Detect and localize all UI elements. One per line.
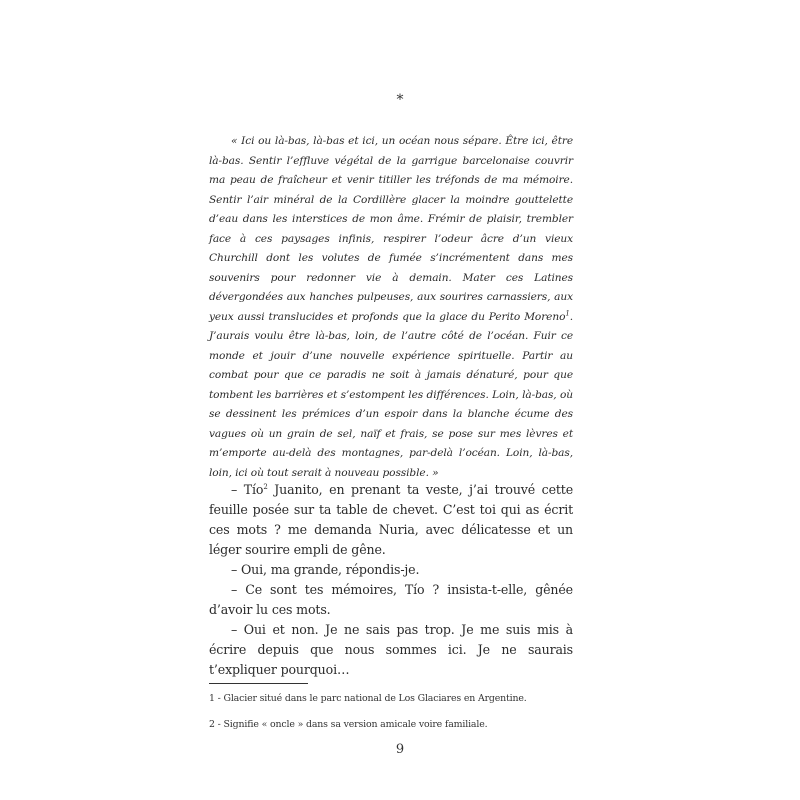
section-separator: * [396,92,404,108]
italic-quote-paragraph [209,132,573,483]
quote-text-part-2: . J’aurais voulu être là-bas, loin, de l’autre côté de l’océan. Fuir ce monde et jouir d’une nouvelle expérience spirituelle. Partir au combat pour que ce paradis ne soit à jamais dénaturé, pour que tombent les barrières et s’estompent les différences. Loin, là-bas, où se dessinent les prémices d’un espoir dans la blanche écume des vagues où un grain de sel, naïf et frais, se pose sur mes lèvres et m’emporte au-delà des montagnes, par-delà l’océan. Loin, là-bas, loin, ici où tout serait à nouveau possible. » [209,310,573,479]
dialogue-line-3: – Ce sont tes mémoires, Tío ? insista-t-elle, gênée d’avoir lu ces mots. [209,582,573,617]
footnote-marker-1: 1 [565,308,570,317]
dialogue-line-4: – Oui et non. Je ne sais pas trop. Je me suis mis à écrire depuis que nous sommes ici. Je ne saurais t’expliquer pourquoi… [209,622,573,677]
footnotes [209,688,589,736]
page-number: 9 [395,742,405,757]
quote-text-part-1: « Ici ou là-bas, là-bas et ici, un océan nous sépare. Être ici, être là-bas. Sentir l’effluve végétal de la garrigue barcelonaise couvrir ma peau de fraîcheur et venir titiller les tréfonds de ma mémoire. Sentir l’air minéral de la Cordillère glacer la moindre gouttelette d’eau dans les interstices de mon âme. Frémir de plaisir, trembler face à ces paysages infinis, respirer l’odeur âcre d’un vieux Churchill dont les volutes de fumée s’incrémentent dans mes souvenirs pour redonner vie à demain. Mater ces Latines dévergondées aux hanches pulpeuses, aux sourires carnassiers, aux yeux aussi translucides et profonds que la glace du Perito Moreno [209,135,573,323]
footnote-marker-2: 2 [263,482,268,491]
dialogue-line-1-start: – Tío [231,482,264,497]
dialogue-line-1-rest: Juanito, en prenant ta veste, j’ai trouvé cette feuille posée sur ta table de chevet. C’est toi qui as écrit ces mots ? me demanda Nuria, avec délicatesse et un léger sourire empli de gêne. [209,482,574,557]
dialogue-line-2: – Oui, ma grande, répondis-je. [231,562,420,577]
footnote-2: 2 - Signifie « oncle » dans sa version amicale voire familiale. [209,719,488,730]
dialogue-line-1 [209,480,573,560]
dialogue-block [209,480,573,680]
footnote-rule [209,683,308,684]
footnote-1: 1 - Glacier situé dans le parc national de Los Glaciares en Argentine. [209,693,527,704]
